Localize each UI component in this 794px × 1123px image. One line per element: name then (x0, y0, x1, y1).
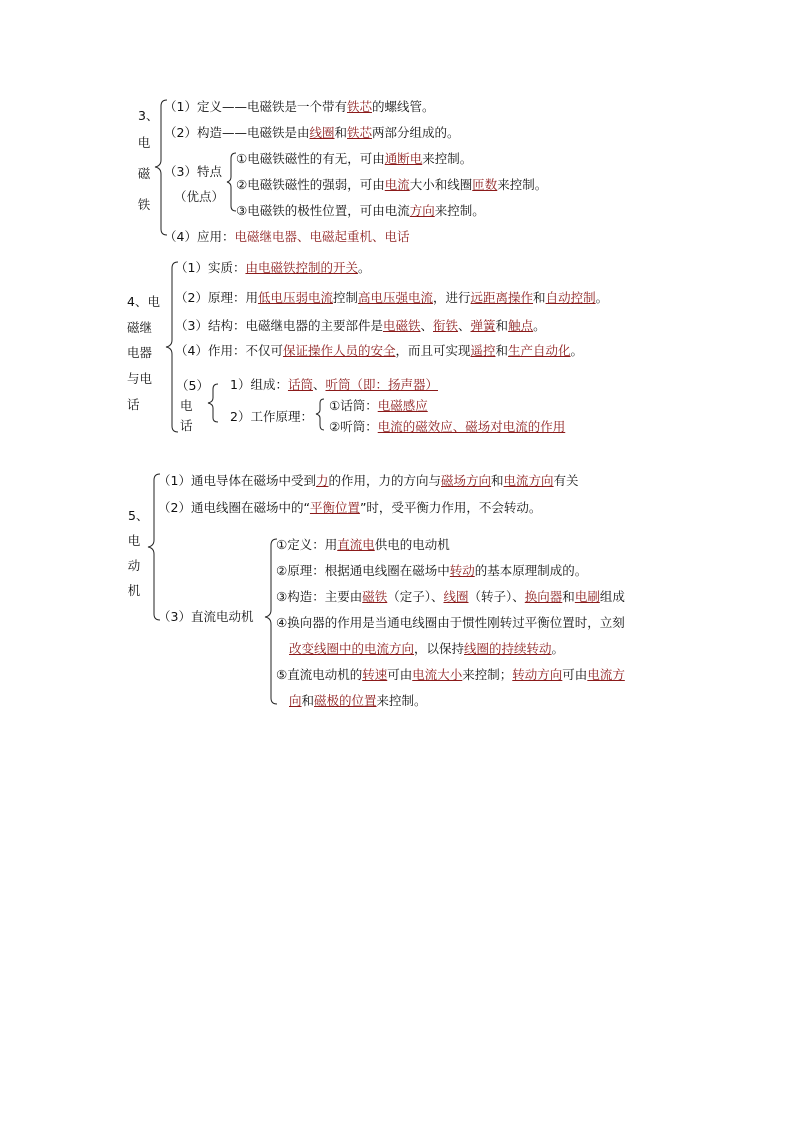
answer: 低电压弱电流 (257, 290, 333, 305)
s4-line-1: （1）实质：由电磁铁控制的开关。 (175, 260, 371, 275)
answer: 匝数 (472, 177, 498, 192)
section-3-label: 电 磁 铁 (137, 135, 151, 212)
s4-line-3: （3）结构：电磁继电器的主要部件是电磁铁、衔铁、弹簧和触点。 (175, 318, 546, 333)
brace-s4-principle (316, 399, 324, 430)
answer: 通断电 (384, 151, 423, 166)
s4-line-2: （2）原理：用低电压弱电流控制高电压强电流，进行远距离操作和自动控制。 (175, 290, 609, 305)
brace-s4-phone (208, 384, 218, 422)
answer: 线圈 (309, 125, 335, 140)
answer: 高电压强电流 (358, 290, 434, 305)
section-4-label-5: 话 (127, 397, 140, 412)
answer: 换向器 (524, 589, 563, 604)
s3-feature-sub: （优点） (174, 189, 225, 204)
answer: 电磁感应 (377, 398, 428, 413)
answer: 直流电 (337, 537, 375, 552)
answer: 自动控制 (545, 290, 596, 305)
answer: 生产自动化 (508, 343, 571, 358)
answer: 电流大小 (412, 667, 463, 682)
s5-motor-4b: 改变线圈中的电流方向，以保持线圈的持续转动。 (289, 641, 565, 656)
s4-phone-label-2: 话 (180, 418, 193, 433)
s5-line-3: （3）直流电动机 (158, 609, 254, 624)
answer: 电流 (384, 177, 410, 192)
brace-s3-main (155, 100, 167, 235)
s4-phone-label-1: 电 (180, 398, 193, 413)
section-4-label-2: 磁继 (127, 320, 153, 335)
answer: 听筒（即：扬声器） (325, 377, 438, 392)
answer: 方向 (409, 203, 435, 218)
answer: 弹簧 (470, 318, 496, 333)
answer: 由电磁铁控制的开关 (245, 260, 358, 275)
answer: 转速 (362, 667, 388, 682)
section-4-label-4: 与电 (127, 371, 153, 386)
answer: 铁芯 (346, 99, 372, 114)
section-3-number: 3、 (138, 108, 159, 123)
answer: 电流方 (587, 667, 625, 682)
answer: 电流方向 (503, 473, 554, 488)
brace-s3-feature (227, 153, 236, 211)
answer: 转动 (449, 563, 475, 578)
s3-feature-label: （3）特点 (164, 164, 222, 179)
answer: 线圈 (443, 589, 469, 604)
s4-line-4: （4）作用：不仅可保证操作人员的安全，而且可实现遥控和生产自动化。 (175, 343, 584, 358)
brace-s5-motor (265, 539, 277, 704)
s4-phone-composition: 1）组成：话筒、听筒（即：扬声器） (230, 377, 438, 392)
section-4-label-3: 电器 (127, 345, 153, 360)
s5-line-1: （1）通电导体在磁场中受到力的作用，力的方向与磁场方向和电流方向有关 (158, 473, 579, 488)
s3-feature-3: ③电磁铁的极性位置，可由电流方向来控制。 (236, 203, 485, 218)
answer: 铁芯 (347, 125, 373, 140)
section-4-number: 4、电 (127, 294, 160, 309)
s5-motor-5b: 向和磁极的位置来控制。 (289, 693, 427, 708)
s3-feature-1: ①电磁铁磁性的有无，可由通断电来控制。 (236, 151, 473, 166)
answer: 转动方向 (512, 667, 563, 682)
s5-motor-4a: ④换向器的作用是当通电线圈由于惯性刚转过平衡位置时，立刻 (276, 615, 625, 630)
s3-line-1: （1）定义——电磁铁是一个带有铁芯的螺线管。 (164, 99, 435, 114)
s5-motor-2: ②原理：根据通电线圈在磁场中转动的基本原理制成的。 (276, 563, 588, 578)
answer: 磁场方向 (441, 473, 492, 488)
answer: 话筒 (287, 377, 313, 392)
s5-line-2: （2）通电线圈在磁场中的“平衡位置”时，受平衡力作用，不会转动。 (158, 500, 542, 515)
s5-motor-1: ①定义：用直流电供电的电动机 (276, 537, 450, 552)
answer: 远距离操作 (470, 290, 534, 305)
s4-phone-mic: ①话筒：电磁感应 (329, 398, 428, 413)
answer: 向 (289, 693, 302, 708)
s4-phone-principle: 2）工作原理： (230, 409, 313, 424)
answer: 保证操作人员的安全 (282, 343, 396, 358)
answer: 改变线圈中的电流方向 (289, 641, 415, 656)
s3-feature-2: ②电磁铁磁性的强弱，可由电流大小和线圈匝数来控制。 (236, 177, 548, 192)
s4-phone-receiver: ②听筒：电流的磁效应、磁场对电流的作用 (329, 419, 566, 434)
s4-phone-label-num: （5） (176, 378, 209, 393)
answer: 衔铁 (433, 318, 459, 333)
s5-motor-5a: ⑤直流电动机的转速可由电流大小来控制；转动方向可由电流方 (276, 667, 625, 682)
answer: 磁铁 (362, 589, 388, 604)
brace-s5-main (148, 474, 160, 620)
section-5-label: 电 动 机 (127, 533, 141, 598)
answer: 遥控 (470, 343, 496, 358)
section-5-number: 5、 (128, 508, 149, 523)
s3-line-4: （4）应用：电磁继电器、电磁起重机、电话 (164, 229, 410, 244)
answer: 平衡位置 (309, 500, 360, 515)
answer: 电刷 (574, 589, 600, 604)
s5-motor-3: ③构造：主要由磁铁（定子）、线圈（转子）、换向器和电刷组成 (276, 589, 625, 604)
answer: 线圈的持续转动 (464, 641, 552, 656)
answer: 电磁继电器、电磁起重机、电话 (234, 229, 410, 244)
brace-s4-main (166, 262, 178, 432)
answer: 磁极的位置 (314, 693, 377, 708)
answer: 电流的磁效应、磁场对电流的作用 (377, 419, 566, 434)
answer: 触点 (508, 318, 534, 333)
s3-line-2: （2）构造——电磁铁是由线圈和铁芯两部分组成的。 (164, 125, 460, 140)
answer: 电磁铁 (382, 318, 421, 333)
answer: 力 (315, 473, 329, 488)
